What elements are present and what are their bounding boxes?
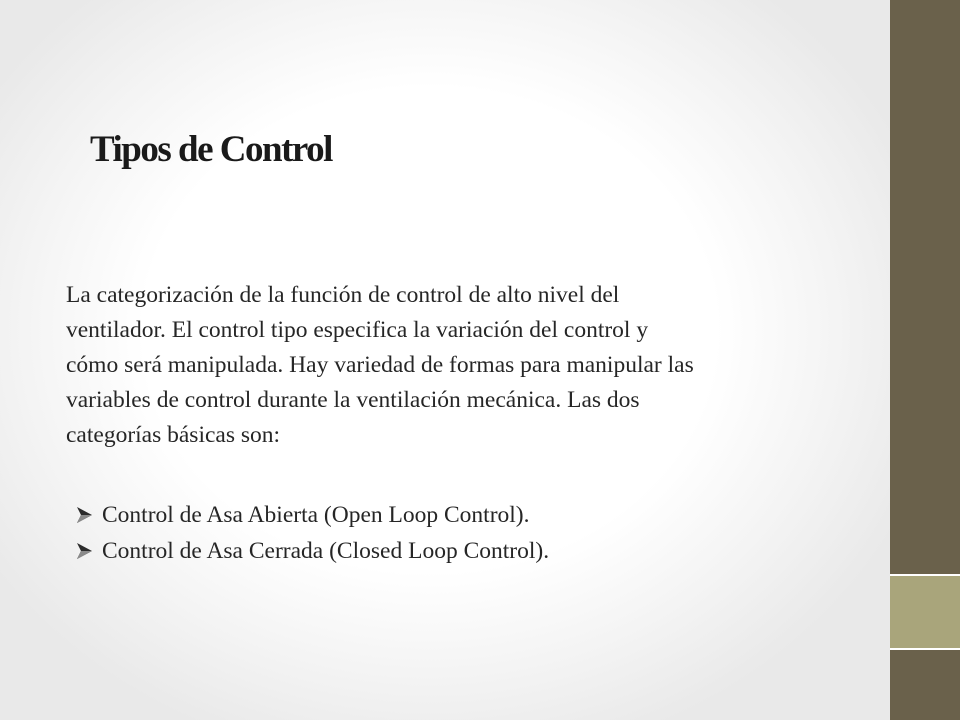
bullet-item-open-loop	[76, 497, 549, 533]
slide-paragraph: La categorización de la función de control de alto nivel del ventilador. El control tipo especifica la variación del control y cómo será manipulada. Hay variedad de formas para manipular las variables de control durante la ventilación mecánica. Las dos categorías básicas son:	[66, 282, 694, 448]
sidebar-accent-block	[890, 576, 960, 648]
arrow-bullet-icon	[76, 542, 93, 560]
bullet-text: Control de Asa Abierta (Open Loop Control).	[102, 502, 530, 528]
slide-title: Tipos de Control	[90, 129, 332, 170]
sidebar-divider-bottom	[890, 648, 960, 650]
bullet-list	[76, 497, 549, 569]
arrow-bullet-icon	[76, 506, 93, 524]
bullet-item-closed-loop	[76, 533, 549, 569]
bullet-text: Control de Asa Cerrada (Closed Loop Control).	[102, 538, 550, 564]
